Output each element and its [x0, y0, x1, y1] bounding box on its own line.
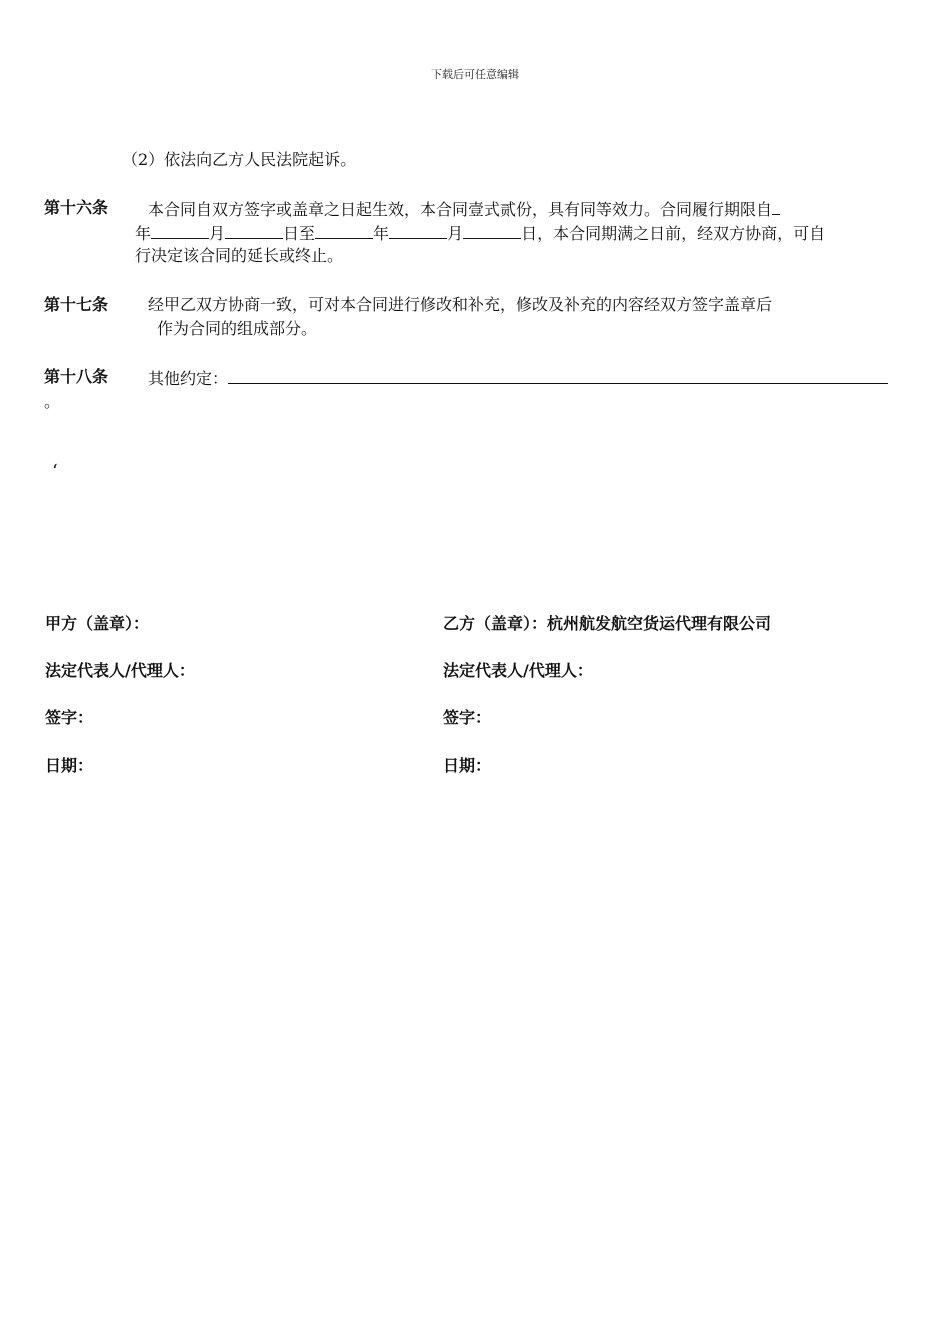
stray-mark: ‘ — [52, 461, 58, 482]
party-a-signature: 签字： — [45, 708, 94, 727]
article-16-label: 第十六条 — [44, 198, 109, 217]
article-17-label: 第十七条 — [44, 295, 109, 314]
article-16-tail: 日，本合同期满之日前，经双方协商，可自 — [521, 224, 826, 243]
month-label: 月 — [209, 224, 226, 243]
article-16-line-2 — [135, 222, 825, 244]
article-16-line-3: 行决定该合同的延长或终止。 — [135, 246, 344, 265]
day-to-label: 日至 — [283, 224, 316, 243]
article-18-text: 其他约定： — [148, 369, 229, 388]
party-a-date: 日期： — [45, 756, 94, 775]
party-a-seal: 甲方（盖章）： — [45, 614, 150, 633]
article-18-label: 第十八条 — [44, 367, 109, 386]
blank-field — [225, 222, 283, 239]
party-b-signature: 签字： — [443, 708, 492, 727]
article-16-text-1: 本合同自双方签字或盖章之日起生效，本合同壹式贰份，具有同等效力。合同履行期限自 — [148, 200, 773, 219]
clause-15-item-2: （2）依法向乙方人民法院起诉。 — [122, 150, 357, 169]
party-b-date: 日期： — [443, 756, 492, 775]
article-18-line — [148, 367, 888, 389]
article-17-line-1: 经甲乙双方协商一致，可对本合同进行修改和补充，修改及补充的内容经双方签字盖章后 — [148, 295, 773, 314]
year-label: 年 — [135, 224, 152, 243]
article-16-line-1 — [148, 198, 780, 220]
blank-field — [463, 222, 521, 239]
blank-field — [228, 367, 888, 384]
party-b-representative: 法定代表人/代理人： — [443, 661, 593, 680]
party-a-representative: 法定代表人/代理人： — [45, 661, 195, 680]
article-18-end-mark: 。 — [44, 392, 61, 411]
blank-field — [389, 222, 447, 239]
year-label: 年 — [373, 224, 390, 243]
blank-field — [315, 222, 373, 239]
article-17-line-2: 作为合同的组成部分。 — [157, 319, 318, 338]
blank-field — [772, 198, 780, 215]
blank-field — [151, 222, 209, 239]
month-label: 月 — [447, 224, 464, 243]
party-b-seal: 乙方（盖章）：杭州航发航空货运代理有限公司 — [443, 614, 772, 633]
header-note: 下载后可任意编辑 — [431, 68, 519, 81]
